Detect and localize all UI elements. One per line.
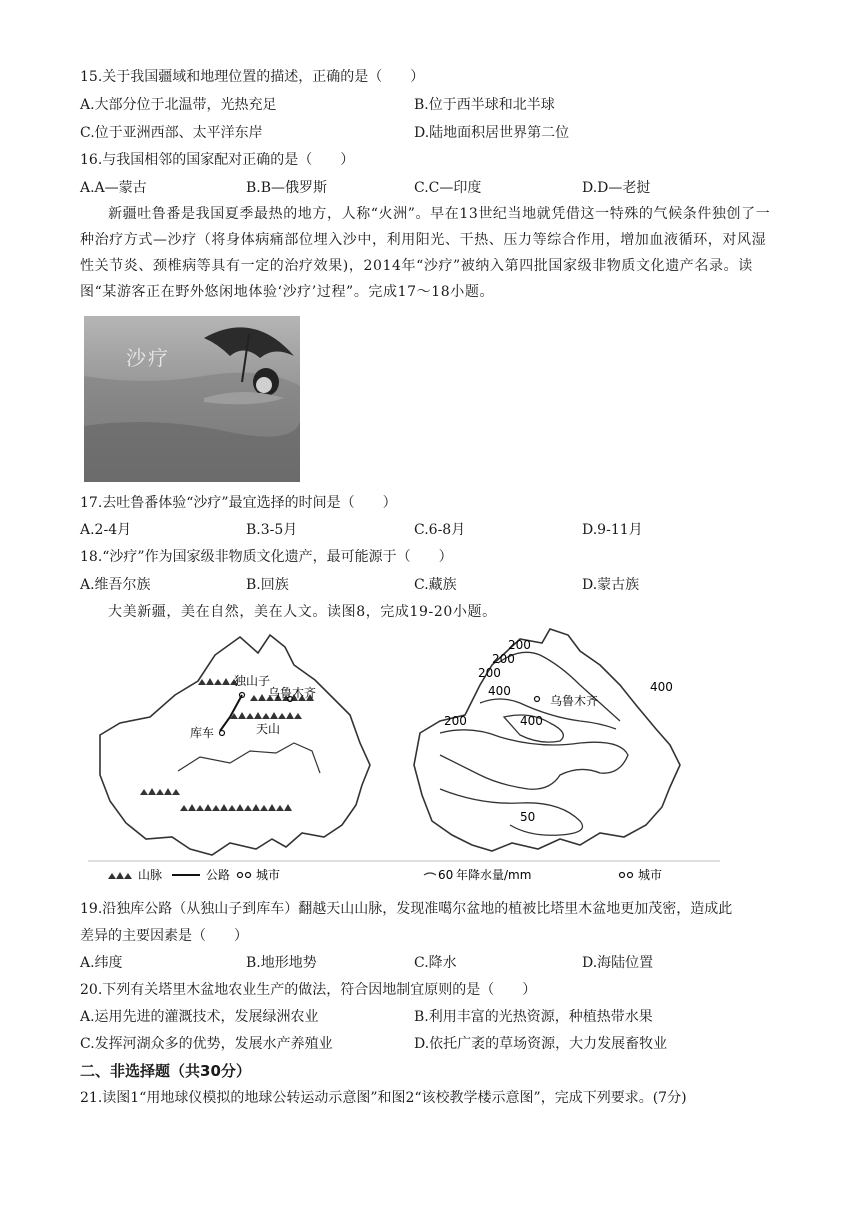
legend-city-icon-2b bbox=[628, 873, 633, 878]
q20-option-b: B.利用丰富的光热资源，种植热带水果 bbox=[414, 1009, 653, 1025]
q20-option-d: D.依托广袤的草场资源，大力发展畜牧业 bbox=[414, 1036, 668, 1052]
map2-contour-400c: 400 bbox=[650, 680, 673, 694]
q17-stem: 17.去吐鲁番体验“沙疗”最宜选择的时间是（ ） bbox=[80, 495, 397, 511]
section-heading-nonchoice: 二、非选择题（共30分） bbox=[80, 1062, 251, 1080]
passage-xinjiang: 大美新疆，美在自然，美在人文。读图8，完成19-20小题。 bbox=[108, 604, 497, 620]
q17-option-c: C.6-8月 bbox=[414, 522, 466, 538]
map2-outline bbox=[414, 629, 680, 851]
legend-city-icon-1a bbox=[238, 873, 243, 878]
q15-stem: 15.关于我国疆域和地理位置的描述，正确的是（ ） bbox=[80, 69, 425, 85]
shaliao-photo-illustration bbox=[84, 316, 300, 482]
map2-contour-200a: 200 bbox=[508, 638, 531, 652]
q19-option-b: B.地形地势 bbox=[246, 955, 317, 971]
q18-option-a: A.维吾尔族 bbox=[80, 577, 151, 593]
legend-mountain-icon bbox=[108, 872, 132, 879]
q15-option-a: A.大部分位于北温带，光热充足 bbox=[80, 97, 277, 113]
legend-city-1: 城市 bbox=[256, 868, 281, 882]
map2-contour-400b: 400 bbox=[520, 714, 543, 728]
map1-label-urumqi: 乌鲁木齐 bbox=[268, 686, 317, 700]
map2-contour-200d: 200 bbox=[444, 714, 467, 728]
q20-option-a: A.运用先进的灌溉技术，发展绿洲农业 bbox=[80, 1009, 319, 1025]
q19-option-d: D.海陆位置 bbox=[582, 955, 654, 971]
xinjiang-maps bbox=[80, 625, 730, 885]
q19-stem-line1: 19.沿独库公路（从独山子到库车）翻越天山山脉，发现准噶尔盆地的植被比塔里木盆地更加茂密，造成此 bbox=[80, 901, 733, 917]
legend-city-icon-1b bbox=[246, 873, 251, 878]
map1-label-dushanzi: 独山子 bbox=[234, 674, 271, 688]
q20-option-c: C.发挥河湖众多的优势，发展水产养殖业 bbox=[80, 1036, 333, 1052]
q16-option-c: C.C—印度 bbox=[414, 180, 482, 196]
q16-option-b: B.B—俄罗斯 bbox=[246, 180, 328, 196]
passage-shaliao: 新疆吐鲁番是我国夏季最热的地方，人称“火洲”。早在13世纪当地就凭借这一特殊的气候条件独创了一种治疗方式—沙疗（将身体病痛部位埋入沙中，利用阳光、干热、压力等综合作用，增加血液循环，对风湿性关节炎、颈椎病等具有一定的治疗效果)，2014年“沙疗”被纳入第四批国家级非物质文化遗产名录。读图“某游客正在野外悠闲地体验‘沙疗’过程”。完成17～18小题。 bbox=[80, 206, 771, 300]
map1-label-tianshan: 天山 bbox=[256, 722, 281, 736]
q16-stem: 16.与我国相邻的国家配对正确的是（ ） bbox=[80, 152, 355, 168]
legend-road: 公路 bbox=[206, 868, 231, 882]
map1-outline bbox=[100, 635, 370, 855]
q19-stem-line2: 差异的主要因素是（ ） bbox=[80, 928, 248, 944]
legend-mountain: 山脉 bbox=[138, 868, 163, 882]
q18-option-b: B.回族 bbox=[246, 577, 289, 593]
q15-option-d: D.陆地面积居世界第二位 bbox=[414, 125, 570, 141]
q17-option-d: D.9-11月 bbox=[582, 522, 643, 538]
q15-option-c: C.位于亚洲西部、太平洋东岸 bbox=[80, 125, 263, 141]
q17-option-a: A.2-4月 bbox=[80, 522, 132, 538]
map2-isohyets bbox=[440, 652, 628, 835]
q18-option-d: D.蒙古族 bbox=[582, 577, 640, 593]
photo-caption: 沙疗 bbox=[126, 346, 170, 370]
legend-city-icon-2a bbox=[620, 873, 625, 878]
map2-label-urumqi: 乌鲁木齐 bbox=[550, 694, 599, 708]
legend-city-2: 城市 bbox=[638, 868, 663, 882]
legend-isohyet-value: 60 bbox=[438, 868, 454, 882]
map1-city-kuche bbox=[220, 731, 225, 736]
q21-stem: 21.读图1“用地球仪模拟的地球公转运动示意图”和图2“该校教学楼示意图”，完成下列要求。(7分) bbox=[80, 1090, 687, 1106]
map1-road bbox=[220, 695, 242, 731]
q16-option-d: D.D—老挝 bbox=[582, 180, 651, 196]
q20-stem: 20.下列有关塔里木盆地农业生产的做法，符合因地制宜原则的是（ ） bbox=[80, 982, 537, 998]
q18-option-c: C.藏族 bbox=[414, 577, 457, 593]
legend-isohyet: 年降水量/mm bbox=[456, 868, 532, 882]
map2-contour-200b: 200 bbox=[492, 652, 515, 666]
shaliao-photo bbox=[84, 316, 300, 482]
map2-contour-50: 50 bbox=[520, 810, 536, 824]
legend-isohyet-icon bbox=[424, 873, 436, 875]
q19-option-c: C.降水 bbox=[414, 955, 457, 971]
q15-option-b: B.位于西半球和北半球 bbox=[414, 97, 555, 113]
map2-contour-400a: 400 bbox=[488, 684, 511, 698]
map1-label-kuche: 库车 bbox=[190, 726, 215, 740]
map2-contour-200c: 200 bbox=[478, 666, 501, 680]
q16-option-a: A.A—蒙古 bbox=[80, 180, 147, 196]
map2-city-urumqi bbox=[535, 697, 540, 702]
q17-option-b: B.3-5月 bbox=[246, 522, 298, 538]
q19-option-a: A.纬度 bbox=[80, 955, 123, 971]
q18-stem: 18.“沙疗”作为国家级非物质文化遗产，最可能源于（ ） bbox=[80, 549, 453, 565]
